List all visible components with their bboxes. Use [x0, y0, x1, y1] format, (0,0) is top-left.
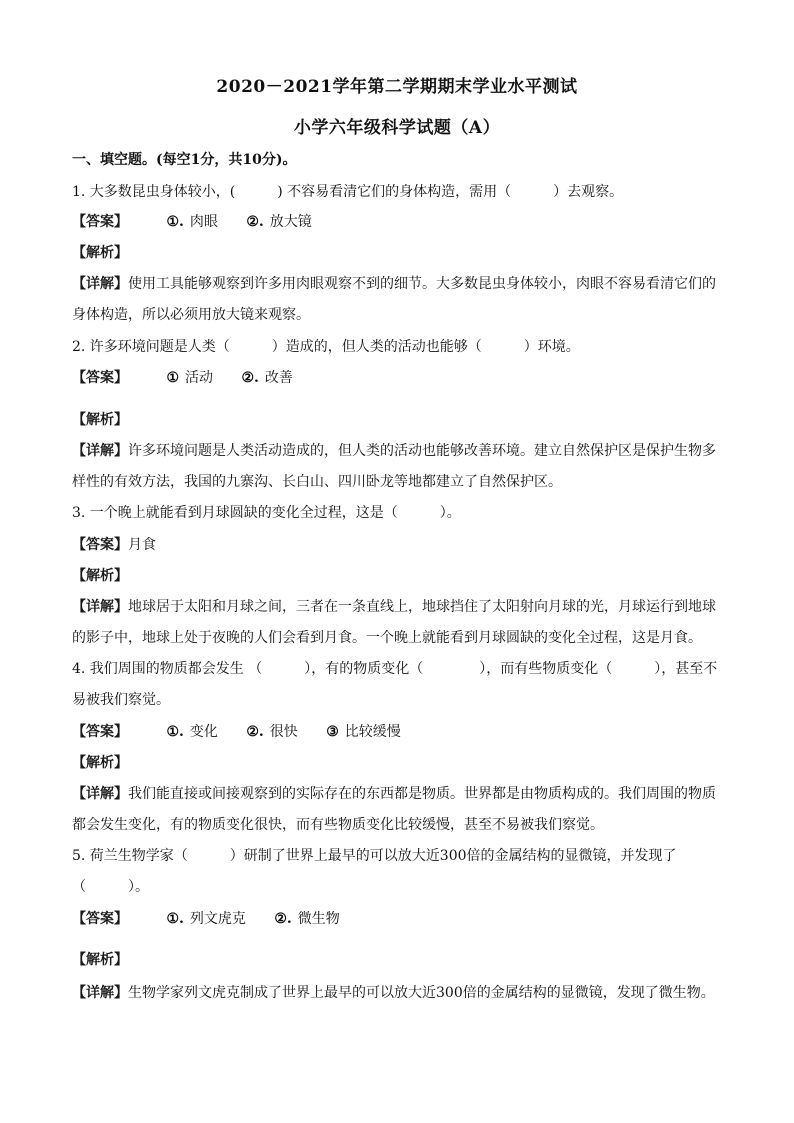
exam-subtitle: 小学六年级科学试题（A）	[293, 118, 501, 138]
detail-4-line-1: 【详解】我们能直接或间接观察到的实际存在的东西都是物质。世界都是由物质构成的。我们周围的物质	[72, 786, 716, 802]
answer-label: 【答案】	[72, 724, 128, 740]
detail-3-line-1: 【详解】地球居于太阳和月球之间，三者在一条直线上，地球挡住了太阳射向月球的光，月球运行到地球	[72, 599, 716, 615]
exam-title: 2020－2021学年第二学期期末学业水平测试	[216, 77, 578, 97]
answer-label: 【答案】	[72, 370, 128, 386]
analysis-label: 【解析】	[72, 755, 128, 771]
question-5-line-1: 5. 荷兰生物学家（ ）研制了世界上最早的可以放大近300倍的金属结构的显微镜，并发现了	[72, 848, 677, 864]
answer-label: 【答案】	[72, 214, 128, 230]
question-1: 1. 大多数昆虫身体较小，( ) 不容易看清它们的身体构造，需用（ ）去观察。	[72, 184, 624, 200]
answer-item: ②. 改善	[241, 370, 293, 386]
question-4-line-1: 4. 我们周围的物质都会发生 （ ），有的物质变化（ ），而有些物质变化（ ），甚至不	[72, 661, 718, 677]
detail-1-line-2: 身体构造，所以必须用放大镜来观察。	[72, 307, 310, 323]
analysis-label: 【解析】	[72, 568, 128, 584]
detail-3-line-2: 的影子中，地球上处于夜晚的人们会看到月食。一个晚上就能看到月球圆缺的变化全过程，这是月食。	[72, 630, 702, 646]
answer-item: ① 活动	[166, 370, 214, 386]
answer-row-3	[72, 535, 722, 555]
question-2: 2. 许多环境问题是人类（ ）造成的，但人类的活动也能够（ ）环境。	[72, 339, 580, 355]
detail-2-line-2: 样性的有效方法，我国的九寨沟、长白山、四川卧龙等地都建立了自然保护区。	[72, 474, 562, 490]
answer-item: ①. 肉眼	[166, 214, 218, 230]
detail-4-line-2: 都会发生变化，有的物质变化很快，而有些物质变化比较缓慢，甚至不易被我们察觉。	[72, 817, 604, 833]
answer-text: 月食	[128, 537, 156, 553]
section-heading: 一、填空题。(每空1分，共10分)。	[72, 152, 297, 168]
answer-row-4	[72, 722, 722, 742]
analysis-label: 【解析】	[72, 952, 128, 968]
answer-row-2	[72, 368, 722, 388]
detail-5-line-1: 【详解】生物学家列文虎克制成了世界上最早的可以放大近300倍的金属结构的显微镜，发现了微生物。	[72, 985, 715, 1001]
answer-label: 【答案】	[72, 911, 128, 927]
answer-row-1	[72, 212, 722, 232]
detail-1-line-1: 【详解】使用工具能够观察到许多用肉眼观察不到的细节。大多数昆虫身体较小，肉眼不容易看清它们的	[72, 276, 716, 292]
analysis-label: 【解析】	[72, 245, 128, 261]
answer-label: 【答案】	[72, 537, 128, 553]
answer-item: ②. 很快	[246, 724, 298, 740]
analysis-label: 【解析】	[72, 412, 128, 428]
answer-row-5	[72, 909, 722, 929]
answer-item: ①. 变化	[166, 724, 218, 740]
answer-item: ③ 比较缓慢	[326, 724, 401, 740]
answer-item: ②. 微生物	[274, 911, 340, 927]
detail-2-line-1: 【详解】许多环境问题是人类活动造成的，但人类的活动也能够改善环境。建立自然保护区是保护生物多	[72, 443, 716, 459]
question-4-line-2: 易被我们察觉。	[72, 692, 170, 708]
question-3: 3. 一个晚上就能看到月球圆缺的变化全过程，这是（ ）。	[72, 505, 461, 521]
answer-item: ②. 放大镜	[246, 214, 312, 230]
answer-item: ①. 列文虎克	[166, 911, 246, 927]
question-5-line-2: （ ）。	[72, 879, 149, 895]
